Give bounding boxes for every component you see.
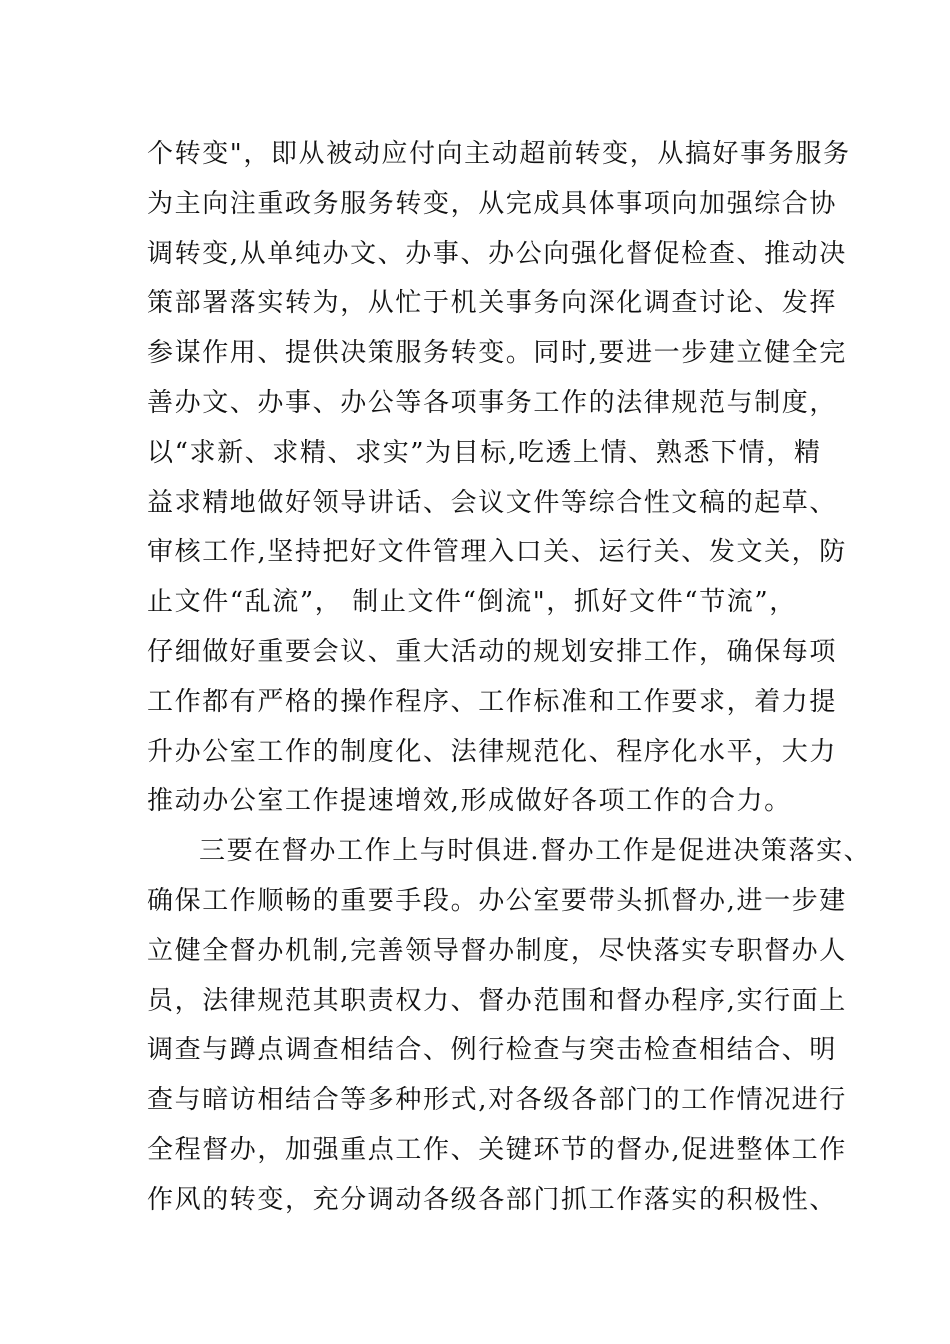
text-line: 查与暗访相结合等多种形式,对各级各部门的工作情况进行 bbox=[147, 1085, 847, 1116]
text-line: 策部署落实转为，从忙于机关事务向深化调查讨论、发挥 bbox=[147, 288, 838, 319]
text-line: 调转变,从单纯办文、办事、办公向强化督促检查、推动决 bbox=[147, 238, 847, 269]
text-line: 升办公室工作的制度化、法律规范化、程序化水平，大力 bbox=[147, 736, 838, 767]
text-line: 确保工作顺畅的重要手段。办公室要带头抓督办,进一步建 bbox=[147, 885, 847, 916]
text-line: 止文件“乱流”， 制止文件“倒流"，抓好文件“节流”， bbox=[147, 587, 797, 618]
text-line: 调查与蹲点调查相结合、例行检查与突击检查相结合、明 bbox=[147, 1035, 838, 1066]
text-line: 工作都有严格的操作程序、工作标准和工作要求，着力提 bbox=[147, 686, 838, 717]
text-line: 员，法律规范其职责权力、督办范围和督办程序,实行面上 bbox=[147, 985, 847, 1016]
text-line: 推动办公室工作提速增效,形成做好各项工作的合力。 bbox=[147, 786, 792, 817]
text-line: 立健全督办机制,完善领导督办制度，尽快落实专职督办人 bbox=[147, 935, 847, 966]
paragraph-start-line: 三要在督办工作上与时俱进.督办工作是促进决策落实、 bbox=[199, 836, 872, 867]
text-line: 参谋作用、提供决策服务转变。同时,要进一步建立健全完 bbox=[147, 338, 847, 369]
body-text bbox=[147, 130, 872, 1226]
text-line: 以“求新、求精、求实”为目标,吃透上情、熟悉下情，精 bbox=[147, 437, 822, 468]
text-line: 审核工作,坚持把好文件管理入口关、运行关、发文关，防 bbox=[147, 537, 847, 568]
text-line: 益求精地做好领导讲话、会议文件等综合性文稿的起草、 bbox=[147, 487, 838, 518]
text-line: 个转变"，即从被动应付向主动超前转变，从搞好事务服务 bbox=[147, 139, 851, 169]
text-line: 全程督办，加强重点工作、关键环节的督办,促进整体工作 bbox=[147, 1134, 847, 1165]
text-line: 仔细做好重要会议、重大活动的规划安排工作，确保每项 bbox=[147, 636, 838, 667]
text-line: 为主向注重政务服务转变，从完成具体事项向加强综合协 bbox=[147, 188, 838, 219]
text-line: 作风的转变，充分调动各级各部门抓工作落实的积极性、 bbox=[147, 1184, 838, 1215]
text-line: 善办文、办事、办公等各项事务工作的法律规范与制度， bbox=[147, 387, 838, 418]
